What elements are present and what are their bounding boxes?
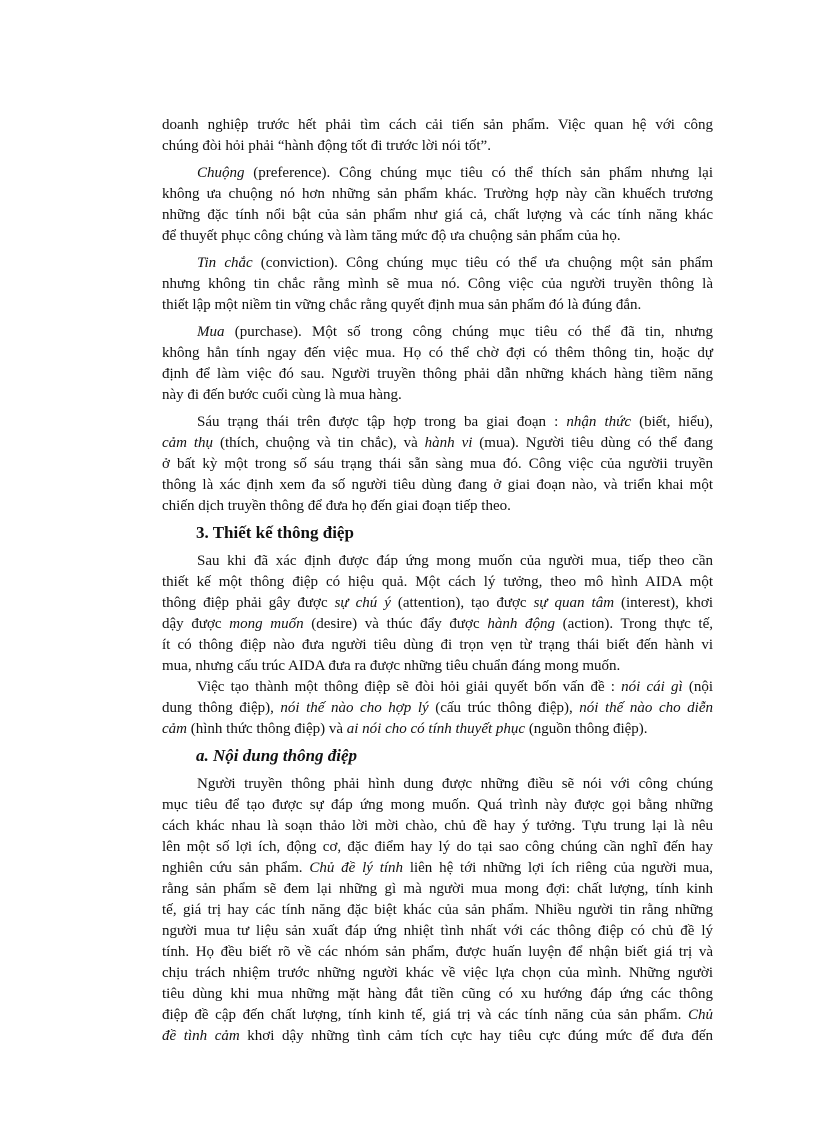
text-line: định để làm việc đó sau. Người truyền thông phải dẫn những khách hàng tiềm năng (162, 366, 713, 382)
text-line: không ưa chuộng nó hơn những sản phẩm khác. Trường hợp này cần khuếch trương (162, 186, 713, 202)
text-line: đề tình cảm khơi dậy những tình cảm tích cực hay tiêu cực đúng mức để đưa đến (162, 1028, 714, 1044)
text-line: rằng sản phẩm sẽ đem lại những gì mà người mua mong đợi: chất lượng, tính kinh (162, 881, 713, 897)
subsection-heading: a. Nội dung thông điệp (196, 746, 358, 765)
text-line: ít có thông điệp nào đưa người tiêu dùng đi trọn vẹn từ trạng thái biết đến hành vi (162, 637, 713, 653)
text-line: Tin chắc (conviction). Công chúng mục tiêu có thể ưa chuộng một sản phẩm (197, 255, 714, 271)
text-line: Người truyền thông phải hình dung được những điều sẽ nói với công chúng (197, 776, 713, 792)
text-line: những đặc tính nổi bật của sản phẩm như giá cả, chất lượng và các tính năng khác (162, 207, 713, 223)
text-line: cảm thụ (thích, chuộng và tin chắc), và hành vi (mua). Người tiêu dùng có thể đang (162, 435, 713, 451)
text-line: cách khác nhau là soạn thảo lời mời chào, chủ đề hay ý tưởng. Tựu trung lại là nêu (162, 818, 713, 834)
text-line: Mua (purchase). Một số trong công chúng mục tiêu có thể đã tin, nhưng (197, 324, 713, 340)
text-line: điệp đề cập đến chất lượng, tính kinh tế, giá trị và các tính năng của sản phẩm. Chủ (162, 1007, 713, 1023)
text-line: chiến dịch truyền thông để đưa họ đến giai đoạn tiếp theo. (162, 498, 511, 514)
text-line: nghiên cứu sản phẩm. Chủ đề lý tính liên hệ tới những lợi ích riêng của người mua, (162, 860, 713, 876)
text-line: thiết kế một thông điệp có hiệu quả. Một cách lý tưởng, theo mô hình AIDA một (162, 574, 713, 590)
text-line: mua, nhưng cấu trúc AIDA đưa ra được những tiêu chuẩn đáng mong muốn. (162, 658, 621, 674)
text-line: tính. Họ đều biết rõ về các nhóm sản phẩm, được huấn luyện để nhận biết giá trị và (162, 944, 713, 960)
text-line: ở bất kỳ một trong số sáu trạng thái sẵn sàng mua đó. Công việc của ngườii truyền (162, 456, 713, 472)
text-line: chúng đòi hỏi phải “hành động tốt đi trước lời nói tốt”. (162, 138, 491, 154)
text-line: để thuyết phục công chúng và làm tăng mức độ ưa chuộng sản phẩm của họ. (162, 228, 621, 244)
text-line: thông là xác định xem đa số người tiêu dùng đang ở giai đoạn nào, và triển khai một (162, 477, 713, 493)
text-line: dậy được mong muốn (desire) và thúc đẩy được hành động (action). Trong thực tế, (162, 616, 713, 632)
text-line: Sau khi đã xác định được đáp ứng mong muốn của người mua, tiếp theo cần (197, 553, 713, 569)
text-line: dung thông điệp), nói thế nào cho hợp lý (cấu trúc thông điệp), nói thế nào cho diễn (162, 700, 713, 716)
text-line: mục tiêu để tạo được sự đáp ứng mong muốn. Quá trình này được gọi bằng những (162, 797, 713, 813)
text-line: nhưng không tin chắc rằng mình sẽ mua nó. Công việc của người truyền thông là (162, 276, 713, 292)
text-line: này đi đến bước cuối cùng là mua hàng. (162, 387, 402, 403)
text-line: lên một số lợi ích, động cơ, đặc điểm hay lý do tại sao công chúng cần nghĩ đến hay (162, 839, 713, 855)
section-heading: 3. Thiết kế thông điệp (196, 523, 354, 542)
text-line: tế, giá trị hay các tính năng đặc biệt khác của sản phẩm. Nhiều người tin rằng những (162, 902, 713, 918)
text-line: Sáu trạng thái trên được tập hợp trong ba giai đoạn : nhận thức (biết, hiểu), (197, 414, 713, 430)
text-line: cảm (hình thức thông điệp) và ai nói cho có tính thuyết phục (nguồn thông điệp). (162, 721, 648, 737)
text-line: người mua tư liệu sản xuất đáp ứng nhiệt tình nhất với các thông điệp có chủ đề lý (162, 923, 713, 939)
text-line: thông điệp phải gây được sự chú ý (attention), tạo được sự quan tâm (interest), khơi (162, 595, 713, 611)
text-line: tiêu dùng khi mua những mặt hàng đắt tiền cũng có xu hướng đáp ứng các thông (162, 986, 713, 1002)
text-line: Chuộng (preference). Công chúng mục tiêu có thể thích sản phẩm nhưng lại (197, 165, 713, 181)
text-line: doanh nghiệp trước hết phải tìm cách cải tiến sản phẩm. Việc quan hệ với công (162, 117, 713, 133)
text-line: thiết lập một niềm tin vững chắc rằng quyết định mua sản phẩm đó là đúng đắn. (162, 297, 642, 313)
text-line: Việc tạo thành một thông điệp sẽ đòi hỏi giải quyết bốn vấn đề : nói cái gì (nội (197, 679, 713, 695)
text-line: không hẳn tính ngay đến việc mua. Họ có thể chờ đợi có thêm thông tin, hoặc dự (162, 345, 713, 361)
text-line: chịu trách nhiệm trước những người khác về việc lựa chọn của mình. Những người (162, 965, 713, 981)
